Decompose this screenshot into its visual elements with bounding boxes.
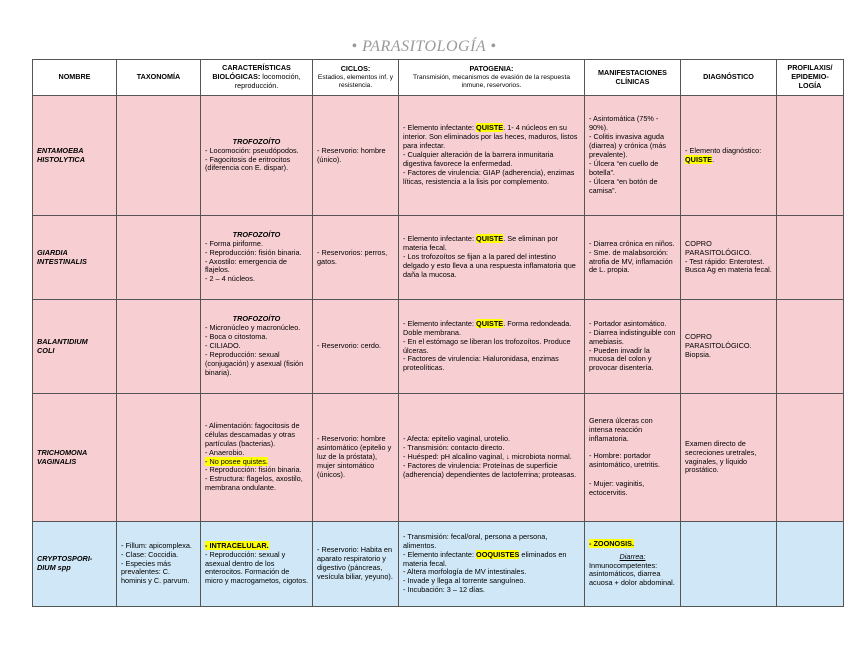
manifestaciones-cell: Genera úlceras con intensa reacción inflamatoria. - Hombre: portador asintomático, uretritis. - Mujer: vaginitis, ectocervitis. [585, 394, 681, 522]
header-taxonomia: TAXONOMÍA [117, 60, 201, 96]
taxonomia-cell [117, 300, 201, 394]
manifestaciones-cell: - Diarrea crónica en niños. - Sme. de malabsorción: atrofia de MV, inflamación de L. propia. [585, 216, 681, 300]
caracteristicas-cell: TROFOZOÍTO - Forma piriforme. - Reproducción: fisión binaria. - Axostilo: emergencia de flajelos. - 2 – 4 núcleos. [201, 216, 313, 300]
profilaxis-cell [777, 522, 844, 607]
caracteristicas-cell: - INTRACELULAR. - Reproducción: sexual y asexual dentro de los enterocitos. Formación de micro y macrogametos, cigotos. [201, 522, 313, 607]
parasitology-table [32, 59, 844, 607]
taxonomia-cell [117, 394, 201, 522]
diagnostico-cell: Examen directo de secreciones uretrales, vaginales, y líquido prostático. [681, 394, 777, 522]
manifestaciones-cell: - Asintomática (75% - 90%). - Colitis invasiva aguda (diarrea) y crónica (más prevalente). - Úlcera “en cuello de botella”. - Úlcera “en botón de camisa”. [585, 96, 681, 216]
profilaxis-cell [777, 394, 844, 522]
ciclos-cell: - Reservorio: hombre (único). [313, 96, 399, 216]
header-nombre: NOMBRE [33, 60, 117, 96]
ciclos-cell: - Reservorios: perros, gatos. [313, 216, 399, 300]
ciclos-cell: - Reservorio: cerdo. [313, 300, 399, 394]
table-row [33, 216, 844, 300]
header-profilaxis: PROFILAXIS/ EPIDEMIO-LOGÍA [777, 60, 844, 96]
table-row [33, 300, 844, 394]
patogenia-cell: - Elemento infectante: QUISTE. 1- 4 núcleos en su interior. Son eliminados por las heces, maduros, listos para infectar. - Cualquier alteración de la barrera inmunitaria digestiva favorece la enfermedad. - Factores de virulencia: GIAP (adherencia), enzimas líticas, resistencia a la lisis por complemento. [399, 96, 585, 216]
header-manifestaciones: MANIFESTACIONES CLÍNICAS [585, 60, 681, 96]
header-patogenia: PATOGENIA: Transmisión, mecanismos de evasión de la respuesta inmune, reservorios. [399, 60, 585, 96]
header-diagnostico: DIAGNÓSTICO [681, 60, 777, 96]
taxonomia-cell: - Fillum: apicomplexa. - Clase: Coccidia. - Especies más prevalentes: C. hominis y C. parvum. [117, 522, 201, 607]
caracteristicas-cell: TROFOZOÍTO - Micronúcleo y macronúcleo. - Boca o citostoma. - CILIADO. - Reproducción: sexual (conjugación) y asexual (fisión binaria). [201, 300, 313, 394]
profilaxis-cell [777, 300, 844, 394]
caracteristicas-cell: TROFOZOÍTO - Locomoción: pseudópodos. - Fagocitosis de eritrocitos (diferencia con E. dispar). [201, 96, 313, 216]
header-row [33, 60, 844, 96]
diagnostico-cell: COPRO PARASITOLÓGICO. Biopsia. [681, 300, 777, 394]
header-caracteristicas: CARACTERÍSTICAS BIOLÓGICAS: locomoción, reproducción. [201, 60, 313, 96]
parasite-name: TRICHOMONA VAGINALIS [33, 394, 117, 522]
taxonomia-cell [117, 216, 201, 300]
ciclos-cell: - Reservorio: hombre asintomático (epitelio y luz de la próstata), mujer sintomático (únicos). [313, 394, 399, 522]
patogenia-cell: - Afecta: epitelio vaginal, urotelio. - Transmisión: contacto directo. - Huésped: pH alcalino vaginal, ↓ microbiota normal. - Factores de virulencia: Proteínas de superficie (adherencia) dependientes de lactoferrina; proteasas. [399, 394, 585, 522]
profilaxis-cell [777, 216, 844, 300]
page-title: • PARASITOLOGÍA • [351, 38, 497, 55]
patogenia-cell: - Transmisión: fecal/oral, persona a persona, alimentos. - Elemento infectante: OOQUISTES eliminados en materia fecal. - Altera morfología de MV intestinales. - Invade y llega al torrente sanguíneo. - Incubación: 3 – 12 días. [399, 522, 585, 607]
parasite-name: BALANTIDIUM COLI [33, 300, 117, 394]
parasite-name: ENTAMOEBA HISTOLYTICA [33, 96, 117, 216]
manifestaciones-cell: - Portador asintomático. - Diarrea indistinguible con amebiasis. - Pueden invadir la mucosa del colon y provocar disentería. [585, 300, 681, 394]
patogenia-cell: - Elemento infectante: QUISTE. Forma redondeada. Doble membrana. - En el estómago se liberan los trofozoítos. Produce úlceras. - Factores de virulencia: Hialuronidasa, enzimas proteolíticas. [399, 300, 585, 394]
parasite-name: GIARDIA INTESTINALIS [33, 216, 117, 300]
diagnostico-cell: - Elemento diagnóstico: QUISTE. [681, 96, 777, 216]
diagnostico-cell: COPRO PARASITOLÓGICO. - Test rápido: Enterotest. Busca Ag en materia fecal. [681, 216, 777, 300]
manifestaciones-cell: - ZOONOSIS. Diarrea: Inmunocompetentes: asintomáticos, diarrea acuosa + dolor abdominal. [585, 522, 681, 607]
parasite-name: CRYPTOSPORI- DIUM spp [33, 522, 117, 607]
taxonomia-cell [117, 96, 201, 216]
table-row [33, 96, 844, 216]
patogenia-cell: - Elemento infectante: QUISTE. Se eliminan por materia fecal. - Los trofozoítos se fijan a la pared del intestino delgado y esto lleva a una respuesta inflamatoria que daña la mucosa. [399, 216, 585, 300]
diagnostico-cell [681, 522, 777, 607]
ciclos-cell: - Reservorio: Habita en aparato respiratorio y digestivo (páncreas, vesícula biliar, yeyuno). [313, 522, 399, 607]
table-row [33, 394, 844, 522]
profilaxis-cell [777, 96, 844, 216]
header-ciclos: CICLOS: Estadios, elementos inf. y resistencia. [313, 60, 399, 96]
table-row [33, 522, 844, 607]
caracteristicas-cell: - Alimentación: fagocitosis de células descamadas y otras partículas (bacterias). - Anaerobio. - No posee quistes. - Reproducción: fisión binaria. - Estructura: flagelos, axostilo, membrana ondulante. [201, 394, 313, 522]
